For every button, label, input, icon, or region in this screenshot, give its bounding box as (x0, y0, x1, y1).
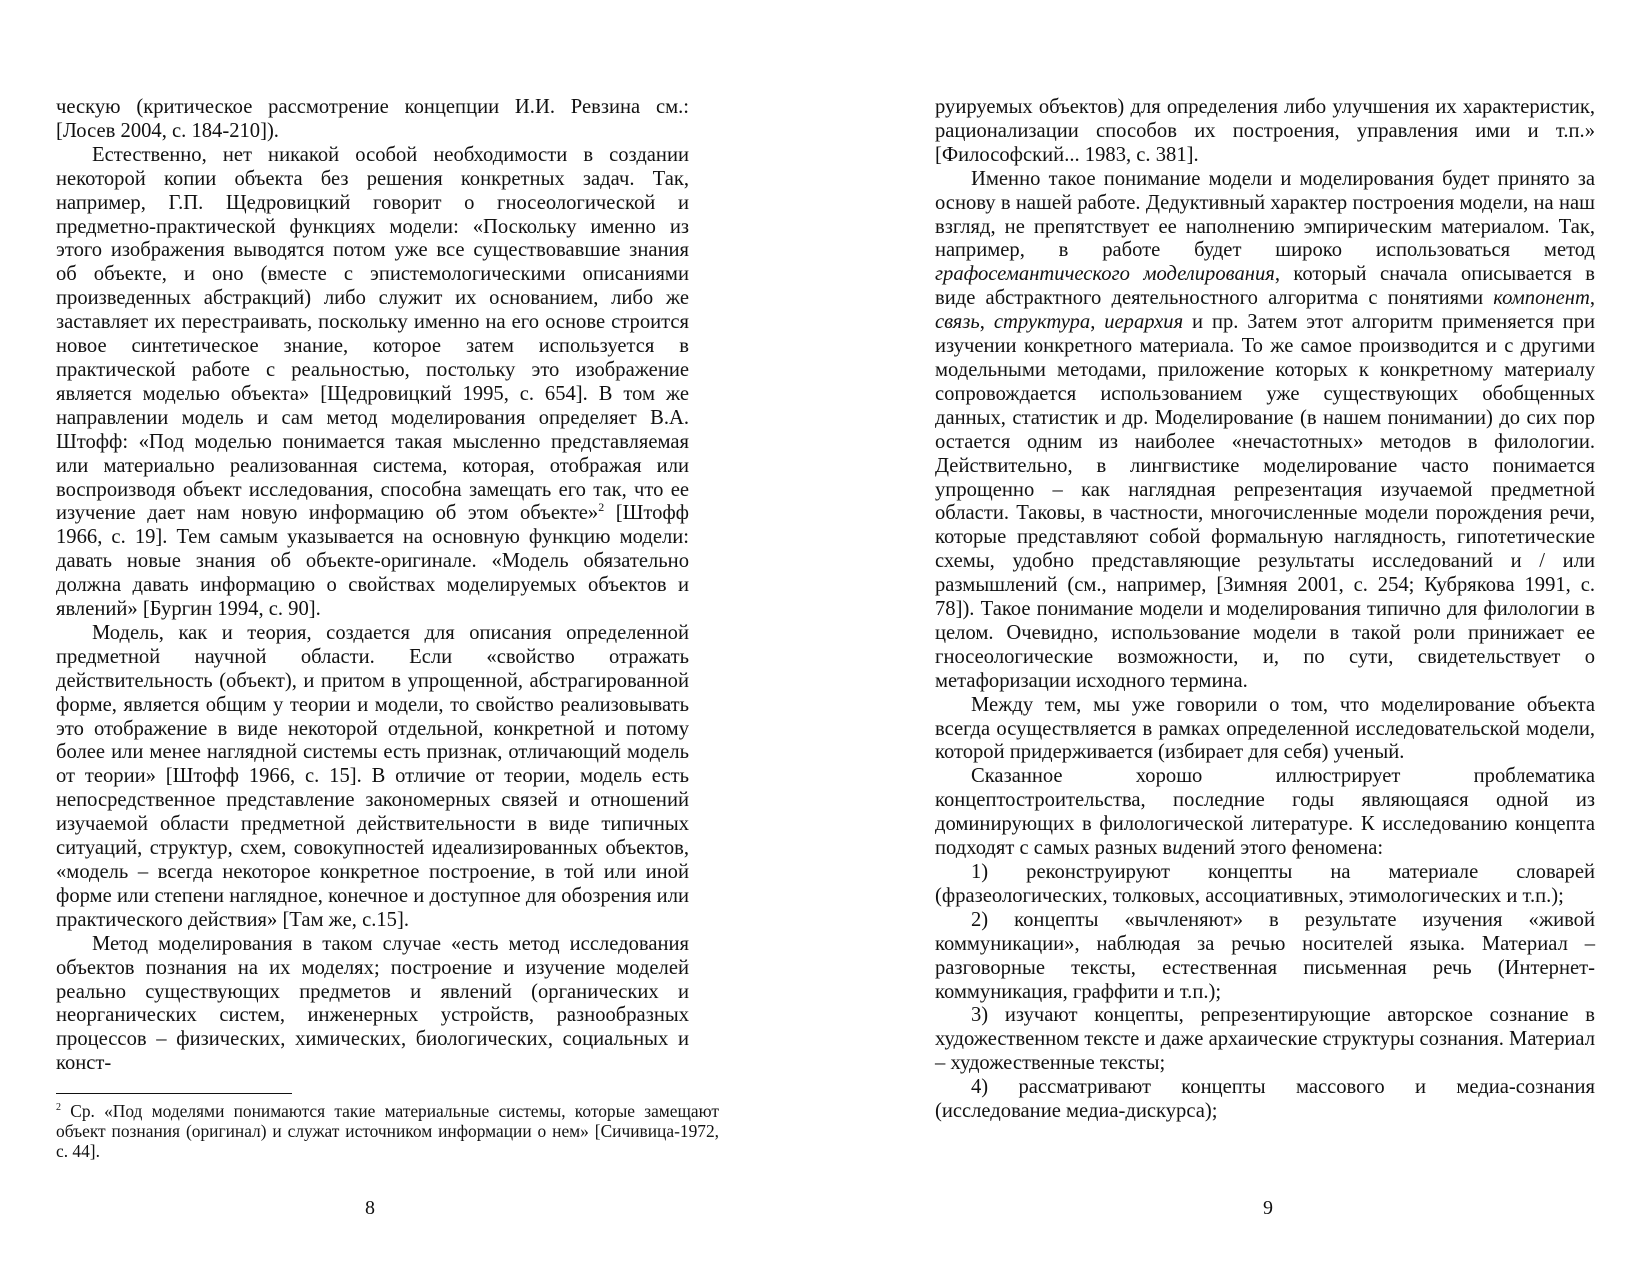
italic-term: структура (993, 311, 1091, 334)
paragraph: Между тем, мы уже говорили о том, что моделирование объекта всегда осуществляется в рамках определенной исследовательской модели, которой придерживается (избирает для себя) ученый. (935, 693, 1595, 764)
list-item: 1) реконструируют концепты на материале словарей (фразеологических, толковых, ассоциативных, этимологических и т.п.); (935, 861, 1595, 907)
footnote-marker[interactable]: 2 (598, 500, 605, 515)
italic-term: компонент (1493, 287, 1590, 310)
page-number-left: 8 (365, 1197, 375, 1219)
list-item: 2) концепты «вычленяют» в результате изучения «живой коммуникации», наблюдая за речью носителей языка. Материал – разговорные тексты, естественная письменная речь (Интернет-коммуникация, граффити и т.п.); (935, 908, 1595, 1003)
footnote-divider (56, 1093, 292, 1094)
italic-term: связь (935, 311, 980, 334)
paragraph-continuation: руируемых объектов) для определения либо улучшения их характеристик, рационализации способов их построения, управления ими и т.п.» [Философский... 1983, с. 381]. (935, 96, 1595, 166)
list-item: 4) рассматривают концепты массового и медиа-сознания (исследование медиа-дискурса); (935, 1076, 1595, 1123)
paragraph: Сказанное хорошо иллюстрирует проблематика концептостроительства, последние годы являющаяся одной из доминирующих в филологической литературе. К исследованию концепта подходят с самых разных видений этого феномена: (935, 765, 1595, 860)
italic-stress: и (1172, 837, 1183, 860)
page-number-right: 9 (1263, 1197, 1273, 1219)
italic-term: графосемантического моделирования (935, 263, 1275, 286)
paragraph: Именно такое понимание модели и моделирования будет принято за основу в нашей работе. Дедуктивный характер построения модели, на наш взгляд, не препятствует ее наполнению эмпирическим материалом. Так, например, в работе будет широко использоваться метод графосемантического моделирования, который сначала описывается в виде абстрактного деятельностного алгоритма с понятиями компонент, связь, структура, иерархия и пр. Затем этот алгоритм применяется при изучении конкретного материала. То же самое производится и с другими модельными методами, приложение которых к конкретному материалу сопровождается использованием уже существующих обобщенных данных, статистик и др. Моделирование (в нашем понимании) до сих пор остается одним из наиболее «нечастотных» методов в филологии. Действительно, в лингвистике моделирование часто понимается упрощенно – как наглядная репрезентация изучаемой предметной области. Таковы, в частности, многочисленные модели порождения речи, которые представляют собой формальную наглядность, гипотетические схемы, удобно представляющие результаты исследований и / или размышлений (см., например, [Зимняя 2001, с. 254; Кубрякова 1991, с. 78]). Такое понимание модели и моделирования типично для филологии в целом. Очевидно, использование модели в такой роли принижает ее гносеологические возможности, и, по сути, свидетельствует о метафоризации исходного термина. (935, 167, 1596, 692)
paragraph-continuation: ческую (критическое рассмотрение концепции И.И. Ревзина см.: [Лосев 2004, с. 184-210]). (56, 96, 689, 142)
italic-term: иерархия (1104, 311, 1184, 334)
paragraph: Естественно, нет никакой особой необходимости в создании некоторой копии объекта без решения конкретных задач. Так, например, Г.П. Щедровицкий говорит о гносеологической и предметно-практической функциях модели: «Поскольку именно из этого изображения выводятся потом уже все существовавшие знания об объекте, и оно (вместе с эпистемологическими описаниями произведенных абстракций) либо служит их основанием, либо же заставляет их перестраивать, поскольку именно на его основе строится новое синтетическое знание, которое затем используется в практической работе с реальностью, постольку это изображение является моделью объекта» [Щедровицкий 1995, с. 654]. В том же направлении модель и сам метод моделирования определяет В.А. Штофф: «Под моделью понимается такая мысленно представляемая или материально реализованная система, которая, отображая или воспроизводя объект исследования, способна замещать его так, что ее изучение дает нам новую информацию об этом объекте»$^2$ [Штофф 1966, с. 19]. Тем самым указывается на основную функцию модели: давать новые знания об объекте-оригинале. «Модель обязательно должна давать информацию о свойствах моделируемых объектов и явлений» [Бургин 1994, с. 90]. (56, 143, 690, 621)
left-page (56, 96, 689, 1076)
paragraph: Метод моделирования в таком случае «есть метод исследования объектов познания на их моделях; построение и изучение моделей реально существующих предметов и явлений (органических и неорганических систем, инженерных устройств, разнообразных процессов – физических, химических, биологических, социальных и конст- (56, 932, 689, 1075)
list-item: 3) изучают концепты, репрезентирующие авторское сознание в художественном тексте и даже архаические структуры сознания. Материал – художественные тексты; (935, 1004, 1595, 1075)
footnote-number: 2 (56, 1102, 61, 1114)
footnote: $^2$ Ср. «Под моделями понимаются такие материальные системы, которые замещают объект познания (оригинал) и служат источником информации о нем» [Сичивица-1972, с. 44]. (56, 1101, 719, 1161)
paragraph: Модель, как и теория, создается для описания определенной предметной научной области. Если «свойство отражать действительность (объект), и притом в упрощенной, абстрагированной форме, является общим у теории и модели, то свойство реализовывать это отображение в виде некоторой отдельной, конкретной и потому более или менее наглядной системы есть признак, отличающий модель от теории» [Штофф 1966, с. 15]. В отличие от теории, модель есть непосредственное представление закономерных связей и отношений изучаемой области предметной действительности в виде типичных ситуаций, структур, схем, совокупностей идеализированных объектов, «модель – всегда некоторое конкретное построение, в той или иной форме или степени наглядное, конечное и доступное для обозрения или практического действия» [Там же, с.15]. (56, 621, 689, 931)
right-page (935, 96, 1595, 1124)
